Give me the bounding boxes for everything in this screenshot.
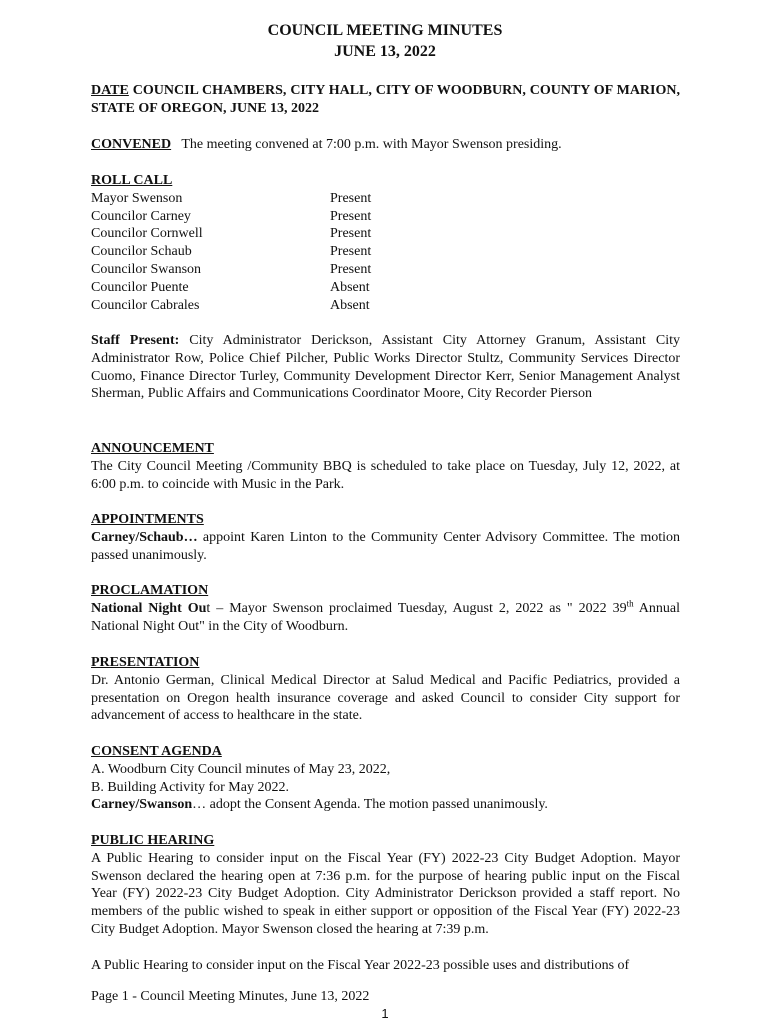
roll-call-heading: ROLL CALL xyxy=(91,173,173,188)
presentation-section xyxy=(91,654,680,725)
announcement-section xyxy=(91,440,680,493)
appointments-text: appoint Karen Linton to the Community Center Advisory Committee. The motion passed unanimously. xyxy=(91,529,680,563)
proclamation-section xyxy=(91,582,680,635)
date-section xyxy=(91,82,680,118)
staff-present-text: City Administrator Derickson, Assistant City Attorney Granum, Assistant City Administrator Row, Police Chief Pilcher, Public Works Director Stultz, Community Services Director Cuomo, Finance Director Turley, Community Development Director Kerr, Senior Management Analyst Sherman, Public Affairs and Communications Coordinator Moore, City Recorder Pierson xyxy=(91,333,680,402)
roll-call-section xyxy=(91,172,680,314)
date-text: COUNCIL CHAMBERS, CITY HALL, CITY OF WOODBURN, COUNTY OF MARION, STATE OF OREGON, JUNE 13, 2022 xyxy=(91,83,680,116)
roll-call-name: Councilor Cornwell xyxy=(91,226,203,242)
roll-call-status: Present xyxy=(330,190,372,206)
announcement-text: The City Council Meeting /Community BBQ is scheduled to take place on Tuesday, July 12, 2022, at 6:00 p.m. to coincide with Music in the Park. xyxy=(91,458,680,492)
roll-call-status: Absent xyxy=(330,297,370,313)
announcement-heading: ANNOUNCEMENT xyxy=(91,441,214,456)
convened-section xyxy=(91,136,680,154)
consent-agenda-heading: CONSENT AGENDA xyxy=(91,744,222,759)
roll-call-name: Mayor Swenson xyxy=(91,190,183,206)
roll-call-row xyxy=(91,243,680,261)
appointments-section xyxy=(91,511,680,564)
date-heading: DATE xyxy=(91,83,129,98)
page-number: 1 xyxy=(381,1006,389,1021)
public-hearing-para-2: A Public Hearing to consider input on the Fiscal Year 2022-23 possible uses and distributions of xyxy=(91,958,630,973)
roll-call-status: Present xyxy=(330,208,372,224)
consent-agenda-section xyxy=(91,743,680,814)
roll-call-status: Absent xyxy=(330,279,370,295)
roll-call-row xyxy=(91,225,680,243)
roll-call-row xyxy=(91,261,680,279)
document-date: JUNE 13, 2022 xyxy=(334,43,436,60)
proclamation-text-end: Annual National Night Out" in the City of Woodburn. xyxy=(91,600,681,634)
public-hearing-para-2-block xyxy=(91,957,680,975)
appointments-motion: Carney/Schaub… xyxy=(91,529,198,545)
consent-item-b: B. Building Activity for May 2022. xyxy=(91,779,289,795)
proclamation-heading: PROCLAMATION xyxy=(91,583,209,598)
presentation-heading: PRESENTATION xyxy=(91,655,200,670)
appointments-heading: APPOINTMENTS xyxy=(91,512,204,527)
proclamation-title: National Night Ou xyxy=(91,600,207,616)
convened-heading: CONVENED xyxy=(91,137,172,152)
roll-call-name: Councilor Cabrales xyxy=(91,297,200,313)
ordinal-suffix: th xyxy=(626,598,634,609)
consent-motion-text: … adopt the Consent Agenda. The motion passed unanimously. xyxy=(192,797,548,813)
roll-call-name: Councilor Puente xyxy=(91,279,189,295)
roll-call-status: Present xyxy=(330,244,372,260)
roll-call-status: Present xyxy=(330,261,372,277)
public-hearing-para-1: A Public Hearing to consider input on the Fiscal Year (FY) 2022-23 City Budget Adoption. Mayor Swenson declared the hearing open at 7:36 p.m. for the purpose of hearing public input on the Fiscal Year (FY) 2022-23 City Budget Adoption. City Administrator Derickson provided a staff report. No members of the public wished to speak in either support or opposition of the Fiscal Year (FY) 2022-23 City Budget Adoption. Mayor Swenson closed the hearing at 7:39 p.m. xyxy=(91,850,680,937)
roll-call-row xyxy=(91,279,680,297)
staff-present-label: Staff Present: xyxy=(91,333,180,348)
roll-call-status: Present xyxy=(330,226,372,242)
consent-item-a: A. Woodburn City Council minutes of May 23, 2022, xyxy=(91,761,391,777)
proclamation-text: t – Mayor Swenson proclaimed Tuesday, August 2, 2022 as " 2022 39 xyxy=(206,600,627,616)
roll-call-row xyxy=(91,208,680,226)
staff-present-section xyxy=(91,332,680,403)
roll-call-name: Councilor Swanson xyxy=(91,261,202,277)
page-footer: Page 1 - Council Meeting Minutes, June 13, 2022 xyxy=(91,989,370,1004)
presentation-text: Dr. Antonio German, Clinical Medical Director at Salud Medical and Pacific Pediatrics, provided a presentation on Oregon health insurance coverage and asked Council to consider City support for advancement of access to healthcare in the state. xyxy=(91,672,680,724)
document-title: COUNCIL MEETING MINUTES xyxy=(267,22,503,39)
roll-call-row xyxy=(91,297,680,315)
roll-call-name: Councilor Carney xyxy=(91,208,191,224)
roll-call-name: Councilor Schaub xyxy=(91,244,192,260)
public-hearing-section xyxy=(91,832,680,939)
consent-motion: Carney/Swanson xyxy=(91,797,193,813)
public-hearing-heading: PUBLIC HEARING xyxy=(91,833,215,848)
roll-call-row xyxy=(91,190,680,208)
convened-text: The meeting convened at 7:00 p.m. with Mayor Swenson presiding. xyxy=(171,137,562,152)
